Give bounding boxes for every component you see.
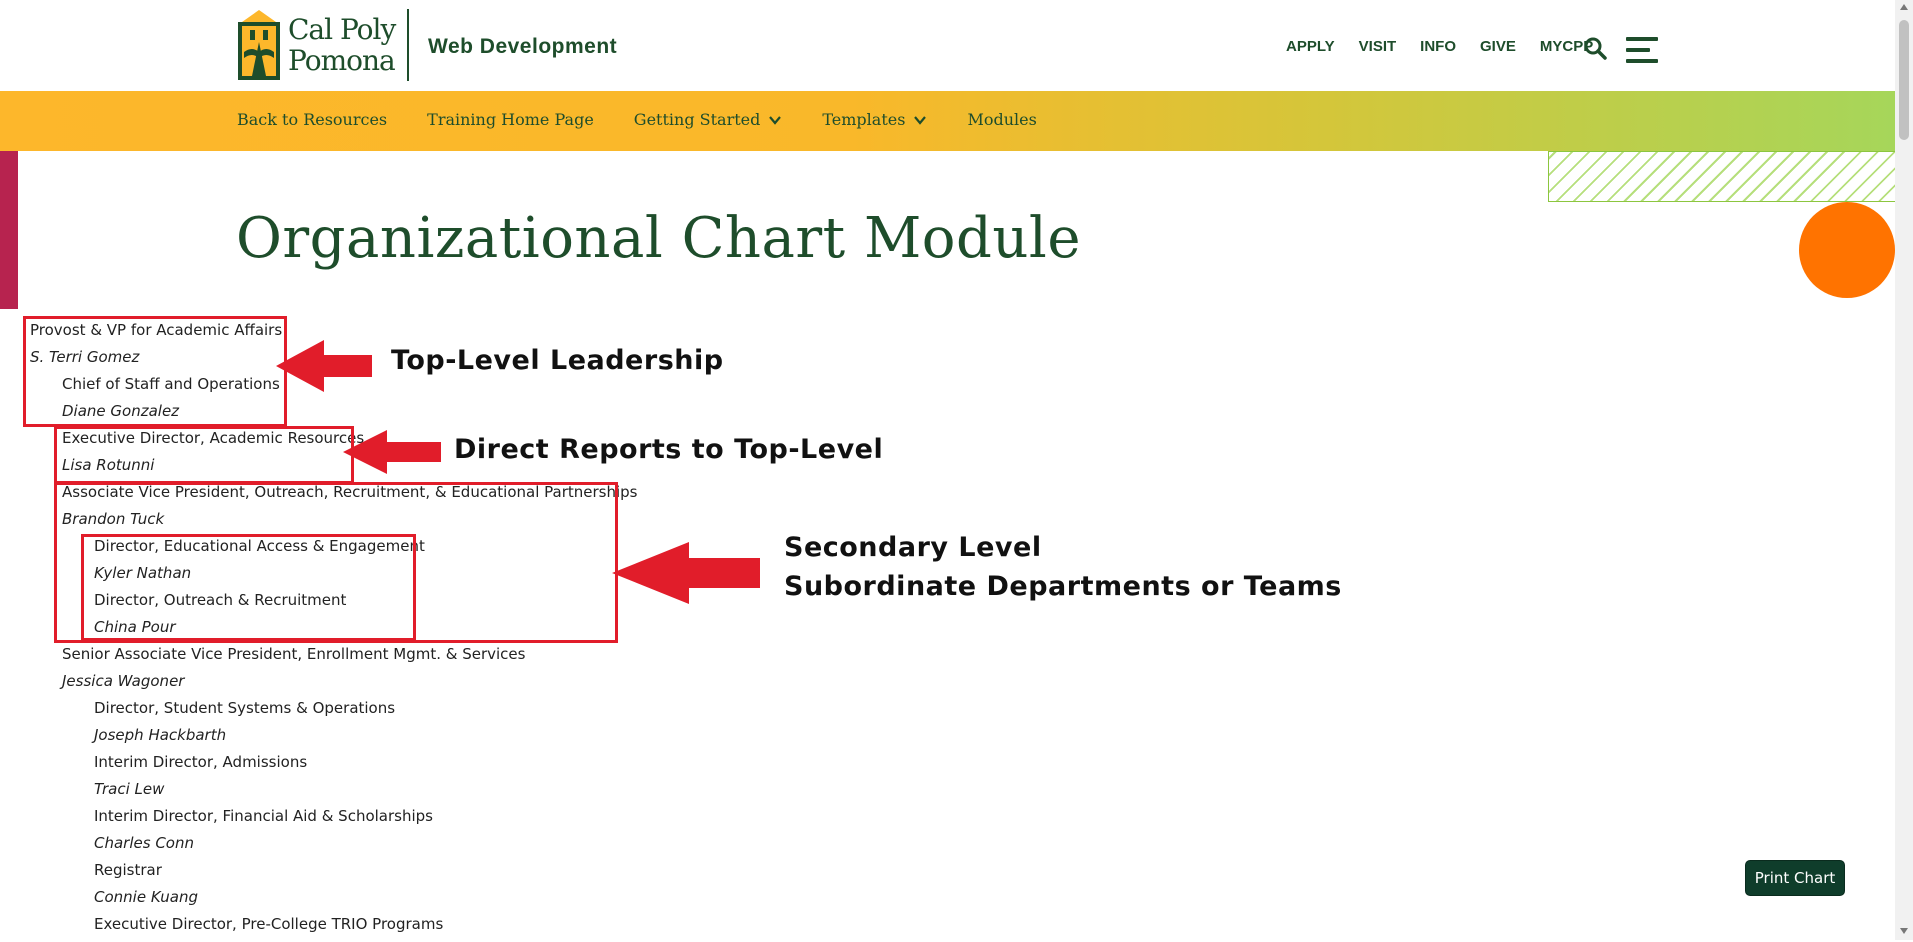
hatched-decoration — [1548, 151, 1896, 202]
left-accent-bar — [0, 151, 18, 309]
org-person-name: S. Terri Gomez — [30, 348, 140, 366]
org-position-title: Director, Educational Access & Engagement — [94, 537, 425, 555]
logo-line-1: Cal Poly — [288, 13, 396, 46]
scrollbar-thumb[interactable] — [1899, 20, 1909, 140]
logo-line-2: Pomona — [288, 44, 395, 77]
nav-item-getting-started[interactable] — [634, 110, 783, 129]
org-person-name: Lisa Rotunni — [62, 456, 155, 474]
org-person-name: Diane Gonzalez — [62, 402, 180, 420]
utility-link-visit[interactable]: VISIT — [1358, 38, 1397, 55]
site-header — [0, 0, 1895, 91]
logo-tower-icon — [236, 8, 282, 82]
orange-circle-decoration — [1799, 202, 1895, 298]
org-position-title: Provost & VP for Academic Affairs — [30, 321, 283, 339]
annotation-label-top-level: Top-Level Leadership — [391, 345, 724, 376]
org-position-title: Interim Director, Financial Aid & Scholarships — [94, 807, 433, 825]
nav-item-label: Templates — [822, 110, 906, 129]
org-person-name: Kyler Nathan — [94, 564, 192, 582]
print-chart-button[interactable]: Print Chart — [1745, 860, 1845, 896]
org-position-title: Associate Vice President, Outreach, Recruitment, & Educational Partnerships — [62, 483, 638, 501]
org-position-title: Executive Director, Pre-College TRIO Programs — [94, 915, 444, 933]
main-nav-bar — [0, 91, 1895, 151]
nav-item-label: Getting Started — [633, 110, 761, 129]
utility-link-mycpp[interactable]: MYCPP — [1539, 38, 1594, 55]
utility-link-give[interactable]: GIVE — [1480, 38, 1516, 55]
nav-item-label: Back to Resources — [237, 110, 388, 129]
chevron-down-icon — [913, 113, 927, 127]
annotation-label-secondary-line1: Secondary Level — [784, 532, 1042, 563]
annotation-arrow-top-level — [276, 340, 372, 392]
org-position-title: Interim Director, Admissions — [94, 753, 308, 771]
org-person-name: Jessica Wagoner — [62, 672, 185, 690]
nav-item-label: Modules — [967, 110, 1037, 129]
site-name[interactable]: Web Development — [428, 35, 618, 58]
org-person-name: Brandon Tuck — [62, 510, 165, 528]
annotation-arrow-secondary — [612, 542, 760, 604]
page-title: Organizational Chart Module — [236, 206, 1081, 271]
utility-link-info[interactable]: INFO — [1420, 38, 1456, 55]
hamburger-menu-icon[interactable] — [1626, 37, 1658, 63]
annotation-arrow-direct-reports — [343, 430, 441, 474]
nav-item-templates[interactable] — [822, 110, 927, 129]
nav-item-back-to-resources[interactable] — [237, 110, 387, 129]
org-person-name: Traci Lew — [94, 780, 165, 798]
annotation-box-subordinate-teams — [81, 534, 416, 641]
org-person-name: Charles Conn — [94, 834, 194, 852]
nav-item-label: Training Home Page — [427, 110, 594, 129]
main-nav-list — [237, 110, 1077, 129]
nav-item-training-home[interactable] — [427, 110, 594, 129]
org-position-title: Executive Director, Academic Resources — [62, 429, 365, 447]
search-icon[interactable] — [1583, 36, 1607, 60]
vertical-scrollbar[interactable] — [1895, 0, 1913, 940]
org-position-title: Registrar — [94, 861, 162, 879]
org-position-title: Chief of Staff and Operations — [62, 375, 280, 393]
utility-link-apply[interactable]: APPLY — [1286, 38, 1335, 55]
annotation-label-direct-reports: Direct Reports to Top-Level — [454, 434, 884, 465]
nav-item-modules[interactable] — [967, 110, 1036, 129]
scroll-up-arrow-icon[interactable] — [1900, 4, 1908, 10]
cal-poly-pomona-logo[interactable] — [236, 8, 395, 82]
annotation-box-direct-reports — [54, 426, 354, 484]
utility-nav — [1286, 38, 1617, 55]
scroll-down-arrow-icon[interactable] — [1900, 928, 1908, 934]
logo-divider — [407, 9, 409, 81]
org-position-title: Senior Associate Vice President, Enrollment Mgmt. & Services — [62, 645, 526, 663]
org-person-name: Joseph Hackbarth — [94, 726, 227, 744]
org-person-name: China Pour — [94, 618, 176, 636]
annotation-label-secondary-line2: Subordinate Departments or Teams — [784, 571, 1342, 602]
org-position-title: Director, Student Systems & Operations — [94, 699, 396, 717]
annotation-box-top-level — [23, 316, 287, 427]
org-position-title: Director, Outreach & Recruitment — [94, 591, 347, 609]
chevron-down-icon — [768, 113, 782, 127]
org-person-name: Connie Kuang — [94, 888, 198, 906]
